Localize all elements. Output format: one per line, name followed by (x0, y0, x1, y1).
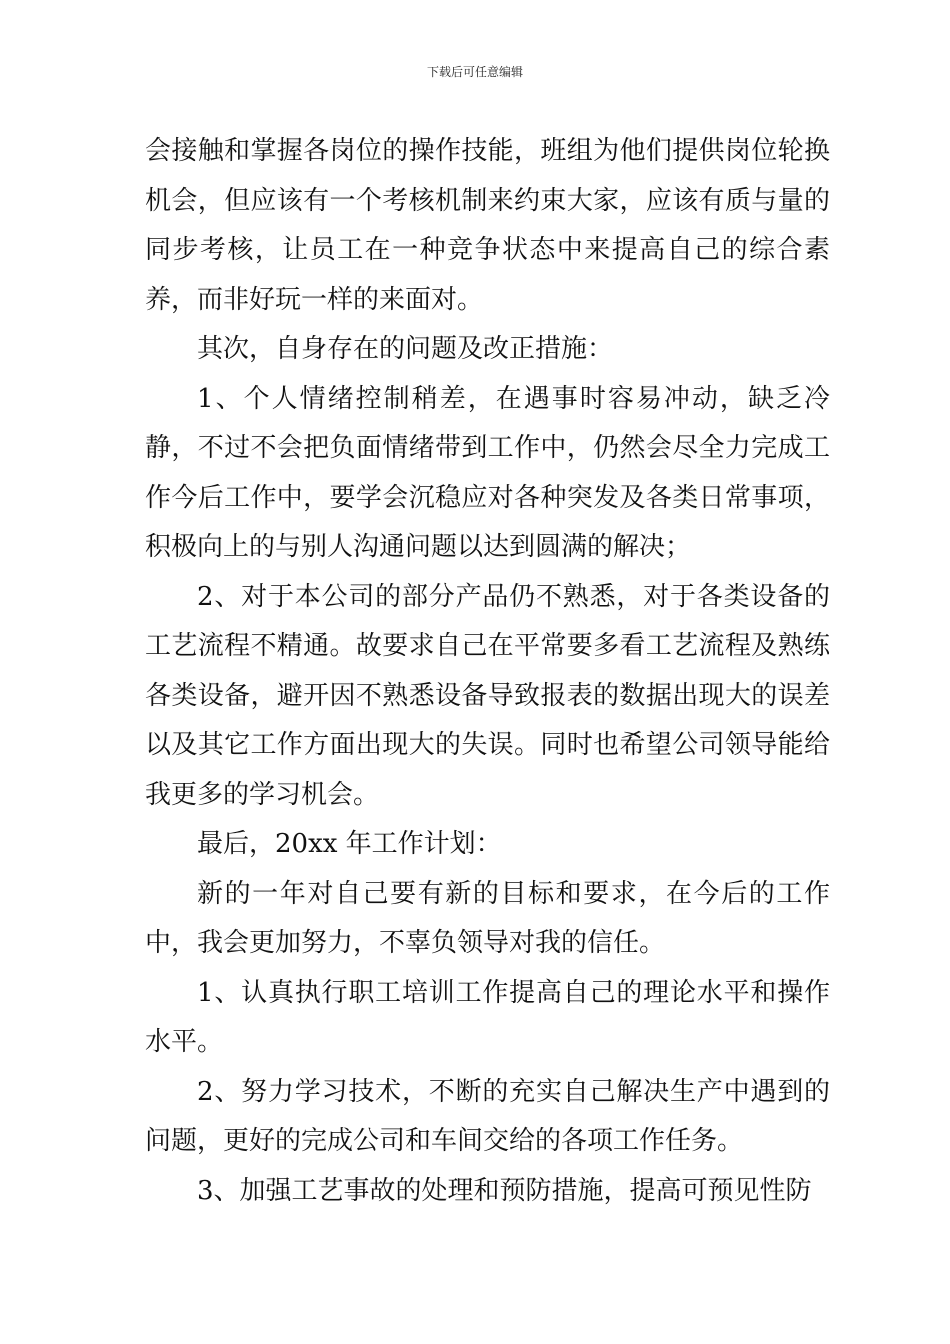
paragraph-problems-heading: 其次，自身存在的问题及改正措施： (197, 334, 614, 364)
header-note: 下载后可任意编辑 (426, 65, 523, 79)
paragraph-problem-1: 1、个人情绪控制稍差，在遇事时容易冲动，缺乏冷静，不过不会把负面情绪带到工作中，仍然会尽全力完成工作今后工作中，要学会沉稳应对各种突发及各类日常事项，积极向上的与别人沟通问题以达到圆满的解决； (145, 383, 830, 562)
paragraph-plan-intro: 新的一年对自己要有新的目标和要求，在今后的工作中，我会更加努力，不辜负领导对我的信任。 (145, 878, 830, 958)
paragraph-plan-3: 3、加强工艺事故的处理和预防措施，提高可预见性防 (197, 1175, 812, 1206)
paragraph-plan-1: 1、认真执行职工培训工作提高自己的理论水平和操作水平。 (145, 977, 830, 1057)
paragraph-problem-2: 2、对于本公司的部分产品仍不熟悉，对于各类设备的工艺流程不精通。故要求自己在平常要多看工艺流程及熟练各类设备，避开因不熟悉设备导致报表的数据出现大的误差以及其它工作方面出现大的失误。同时也希望公司领导能给我更多的学习机会。 (145, 581, 830, 810)
paragraph-rotation-assessment: 会接触和掌握各岗位的操作技能，班组为他们提供岗位轮换机会，但应该有一个考核机制来约束大家，应该有质与量的同步考核，让员工在一种竞争状态中来提高自己的综合素养，而非好玩一样的来面对。 (145, 136, 830, 315)
paragraph-plan-heading: 最后，20xx 年工作计划： (197, 829, 502, 859)
document-body (145, 127, 830, 1216)
paragraph-plan-2: 2、努力学习技术，不断的充实自己解决生产中遇到的问题，更好的完成公司和车间交给的各项工作任务。 (145, 1076, 830, 1156)
